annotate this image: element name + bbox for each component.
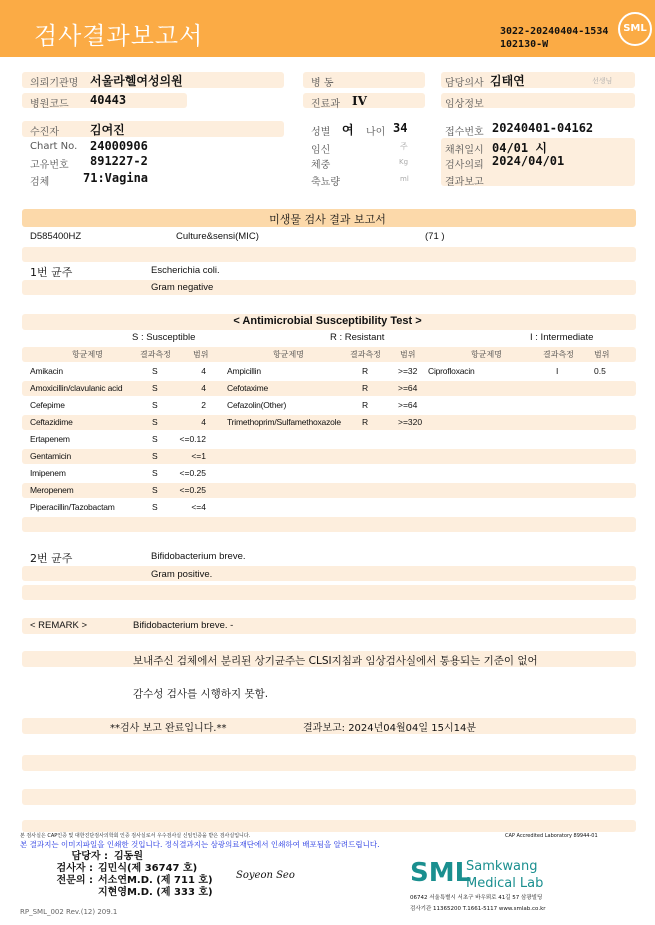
request-label: 검사의뢰 [445, 160, 484, 171]
lab-contact: 검사기관 11365200 T.1661-5117 www.smlab.co.kr [410, 906, 546, 912]
remark-line1: 보내주신 검체에서 분리된 상기균주는 CLSI지침과 임상검사실에서 통용되는 기준이 없어 [133, 655, 538, 667]
ast-column-header: 항균제명 [471, 350, 502, 359]
ast-drug: Ceftazidime [30, 417, 73, 427]
ast-result: S [152, 468, 158, 478]
complete-text: **검사 보고 완료입니다.** [110, 723, 227, 734]
urine-label: 축뇨량 [311, 177, 340, 188]
staff-name: 김민식(제 36747 호) [98, 863, 198, 874]
id-label: 고유번호 [30, 160, 69, 171]
ast-mic: <=0.12 [179, 434, 206, 444]
ast-drug: Piperacillin/Tazobactam [30, 502, 115, 512]
ast-drug: Ertapenem [30, 434, 70, 444]
chart-value: 24000906 [90, 139, 148, 153]
sex-label: 성별 [311, 127, 331, 138]
test-code: D585400HZ [30, 231, 82, 242]
ast-drug: Trimethoprim/Sulfamethoxazole [227, 417, 341, 427]
urine-unit: ml [400, 175, 409, 183]
micro-title: 미생물 검사 결과 보고서 [269, 213, 386, 226]
doctor-value: 김태연 [490, 74, 525, 88]
ast-result: S [152, 383, 158, 393]
ast-drug: Amoxicillin/clavulanic acid [30, 383, 123, 393]
ast-result: S [152, 417, 158, 427]
sml-logo-icon: SML [618, 12, 652, 46]
ast-column-header: 결과측정 [140, 350, 171, 359]
strain2-name: Bifidobacterium breve. [151, 551, 246, 562]
ast-column-header: 범위 [594, 350, 610, 359]
legend-r: R : Resistant [330, 332, 385, 343]
legend-i: I : Intermediate [530, 332, 594, 343]
legend-s: S : Susceptible [132, 332, 196, 343]
pregnancy-unit: 주 [400, 142, 408, 151]
doctor-label: 담당의사 [445, 78, 484, 89]
ast-result: S [152, 451, 158, 461]
ast-mic: <=0.25 [179, 468, 206, 478]
strain1-label: 1번 균주 [30, 266, 73, 279]
ast-drug: Cefepime [30, 400, 65, 410]
report-title: 검사결과보고서 [34, 22, 204, 50]
ast-drug: Ciprofloxacin [428, 366, 475, 376]
ast-result: R [362, 400, 369, 410]
dept-value: IV [352, 94, 367, 108]
ast-mic: >=64 [398, 400, 418, 410]
ast-result: R [362, 417, 369, 427]
ast-drug: Cefotaxime [227, 383, 268, 393]
collect-value: 04/01 시 [492, 141, 547, 155]
ast-mic: 4 [201, 417, 206, 427]
staff-name: 서소연M.D. (제 711 호) [98, 875, 213, 886]
ast-mic: <=4 [191, 502, 206, 512]
patient-label: 수진자 [30, 127, 59, 138]
staff-name: 지현영M.D. (제 333 호) [98, 887, 213, 898]
age-label: 나이 [366, 127, 386, 138]
weight-unit: Kg [399, 158, 409, 166]
strain1-gram: Gram negative [151, 282, 214, 293]
ast-drug: Ampicillin [227, 366, 261, 376]
age-value: 34 [393, 121, 408, 135]
notice: 본 결과지는 이미지파일을 인쇄한 것입니다. 정식결과지는 삼광의료재단에서 인쇄하여 배포됨을 알려드립니다. [20, 840, 380, 849]
ast-column-header: 항균제명 [72, 350, 103, 359]
staff-role: 검사자 : [56, 863, 93, 874]
ast-column-header: 범위 [193, 350, 209, 359]
ast-column-header: 결과측정 [350, 350, 381, 359]
ast-result: S [152, 434, 158, 444]
chart-label: Chart No. [30, 141, 78, 152]
lab-name-2: Medical Lab [466, 876, 544, 891]
dept-label: 진료과 [311, 99, 340, 110]
weight-label: 체중 [311, 160, 331, 171]
pregnancy-label: 임신 [311, 145, 331, 156]
cap-note: 본 검사실은 CAP인증 및 대한진단검사의학회 인증 검사실로서 우수검사실 신임인증을 받은 검사실입니다. [20, 833, 251, 839]
report-label: 결과보고 [445, 177, 484, 188]
ast-column-header: 항균제명 [273, 350, 304, 359]
staff-role: 전문의 : [56, 875, 93, 886]
strain2-gram: Gram positive. [151, 569, 213, 580]
ast-result: R [362, 383, 369, 393]
remark-label: < REMARK > [30, 620, 88, 631]
ast-result: S [152, 502, 158, 512]
ast-drug: Gentamicin [30, 451, 71, 461]
patient-value: 김여진 [90, 123, 125, 137]
doctor-suffix: 선생님 [592, 77, 613, 85]
specimen-label: 검체 [30, 177, 50, 188]
lab-logo: SML [410, 858, 472, 888]
ast-title: < Antimicrobial Susceptibility Test > [233, 315, 422, 327]
report-time: 결과보고: 2024년04월04일 15시14분 [303, 723, 477, 734]
ast-mic: <=1 [191, 451, 206, 461]
request-value: 2024/04/01 [492, 154, 565, 168]
ast-result: S [152, 366, 158, 376]
ast-mic: >=320 [398, 417, 423, 427]
test-name: Culture&sensi(MIC) [176, 231, 259, 242]
receipt-value: 20240401-04162 [492, 121, 594, 135]
ast-column-header: 범위 [400, 350, 416, 359]
ast-mic: >=32 [398, 366, 418, 376]
remark-text: Bifidobacterium breve. - [133, 620, 234, 631]
ast-drug: Amikacin [30, 366, 63, 376]
signature: Soyeon Seo [236, 870, 295, 881]
lab-name-1: Samkwang [466, 859, 538, 874]
staff-role: 담당자 : [71, 851, 108, 862]
ast-result: R [362, 366, 369, 376]
ast-result: S [152, 485, 158, 495]
strain1-name: Escherichia coli. [151, 265, 220, 276]
remark-line2: 감수성 검사를 시행하지 못함. [133, 688, 269, 700]
report-code: 3022-20240404-1534 [500, 26, 609, 37]
institution-value: 서울라헬여성의원 [90, 74, 183, 88]
ast-drug: Imipenem [30, 468, 66, 478]
ast-result: I [556, 366, 559, 376]
ast-drug: Meropenem [30, 485, 74, 495]
hospital-code-value: 40443 [90, 93, 127, 107]
clinical-label: 임상정보 [445, 99, 484, 110]
hospital-code-label: 병원코드 [30, 99, 69, 110]
ast-mic: 0.5 [594, 366, 606, 376]
collect-label: 채취일시 [445, 145, 484, 156]
report-subcode: 102130-W [500, 39, 549, 50]
ast-mic: <=0.25 [179, 485, 206, 495]
ward-label: 병 동 [311, 78, 334, 89]
specimen-value: 71:Vagina [83, 171, 149, 185]
ast-mic: 2 [201, 400, 206, 410]
form-code: RP_SML_002 Rev.(12) 209.1 [20, 908, 118, 916]
ast-column-header: 결과측정 [543, 350, 574, 359]
receipt-label: 접수번호 [445, 127, 484, 138]
ast-drug: Cefazolin(Other) [227, 400, 287, 410]
strain2-label: 2번 균주 [30, 552, 73, 565]
staff-name: 김동원 [114, 851, 143, 862]
sex-value: 여 [342, 123, 354, 137]
institution-label: 의뢰기관명 [30, 78, 79, 89]
ast-mic: 4 [201, 383, 206, 393]
ast-result: S [152, 400, 158, 410]
ast-mic: 4 [201, 366, 206, 376]
cap-lab: CAP Accredited Laboratory 89944-01 [505, 833, 598, 839]
ast-mic: >=64 [398, 383, 418, 393]
id-value: 891227-2 [90, 154, 148, 168]
test-num: (71 ) [425, 231, 445, 242]
lab-address: 06742 서울특별시 서초구 바우뫼로 41길 57 삼광빌딩 [410, 895, 543, 901]
